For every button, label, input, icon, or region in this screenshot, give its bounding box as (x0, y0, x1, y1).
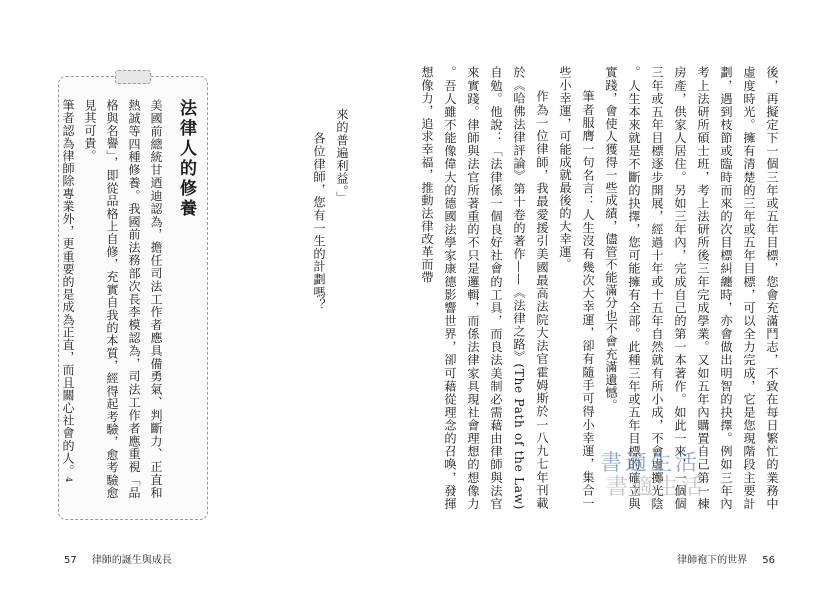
folio-left (58, 551, 178, 566)
folio-right (671, 551, 781, 566)
paragraph: 作為一位律師，我最愛援引美國最高法院大法官霍姆斯於一八九七年刊載於《哈佛法律評論》第十卷的著作——《法律之路》(The Path of the Law) 自勉。他說：「法律係一個良好社會的工具，而良法美制必需藉由律師與法官來實踐。律師與法官所著重的不只是邏輯，而係法律家具現社會理想的想像力。吾人雖不能像偉大的德國法學家康德影響世界，卻可藉從理念的召喚，發揮想像力，追求幸福，推動法律改革而帶 (420, 66, 549, 510)
sidebar-box (58, 76, 208, 520)
paragraph: 各位律師，您有一生的計劃嗎？ (312, 132, 326, 312)
page-number: 57 (64, 555, 77, 566)
sidebar-text (61, 99, 197, 499)
footnote-marker: 4 (64, 477, 73, 483)
page-number: 56 (762, 555, 775, 566)
sidebar-heading: 法律人的修養 (176, 99, 196, 219)
watermark: 書適生活 (600, 451, 701, 476)
sidebar-paragraph: 美國前總統甘迺迪認為，擔任司法工作者應具備勇氣、判斷力、正直和熱誠等四種修養。我國前法務部次長李模認為，司法工作者應重視「品格與名譽」，即從品格上自修，充實自我的本質，經得起考驗，愈考驗愈見其可貴。 (83, 99, 163, 499)
left-page-body (303, 108, 353, 388)
running-title: 律師的誕生與成長 (91, 555, 172, 566)
watermark-shadow: 書適生活 (606, 475, 707, 500)
right-page-body (375, 66, 783, 510)
running-title: 律師袍下的世界 (677, 555, 748, 566)
paragraph: 後，再擬定下一個三年或五年目標，您會充滿鬥志，不致在每日繁忙的業務中虛度時光。擁有清楚的三年或五年目標，可以全力完成，它是您現階段主要計劃，遇到枝節或臨時而來的次目標糾纏時，亦會做出明智的抉擇。例如三年內考上法研所碩士班，考上法研所後三年完成學業。又如五年內購置自己第一棟房產，供家人居住。另如三年內，完成自己的第一本著作。如此一來，一個個三年或五年目標逐步開展，經過十年或十五年自然就有所小成，不會虛擲光陰。人生本來就是不斷的抉擇，您可能擁有全部。此種三年或五年目標的確立與實踐，會使人獲得一些成績，儘管不能滿分也不會充滿遺憾。 (604, 66, 779, 510)
paragraph: 筆者服膺一句名言：人生沒有幾次大幸運，卻有隨手可得小幸運，集合一些小幸運，可能成就最後的大幸運。 (558, 66, 595, 510)
sidebar-tab (115, 70, 151, 84)
sidebar-paragraph (57, 99, 79, 499)
paragraph: 來的普遍利益。」 (335, 108, 349, 205)
sidebar-paragraph-text: 筆者認為律師除專業外，更重要的是成為正直，而且關心社會的人。 (61, 99, 75, 477)
